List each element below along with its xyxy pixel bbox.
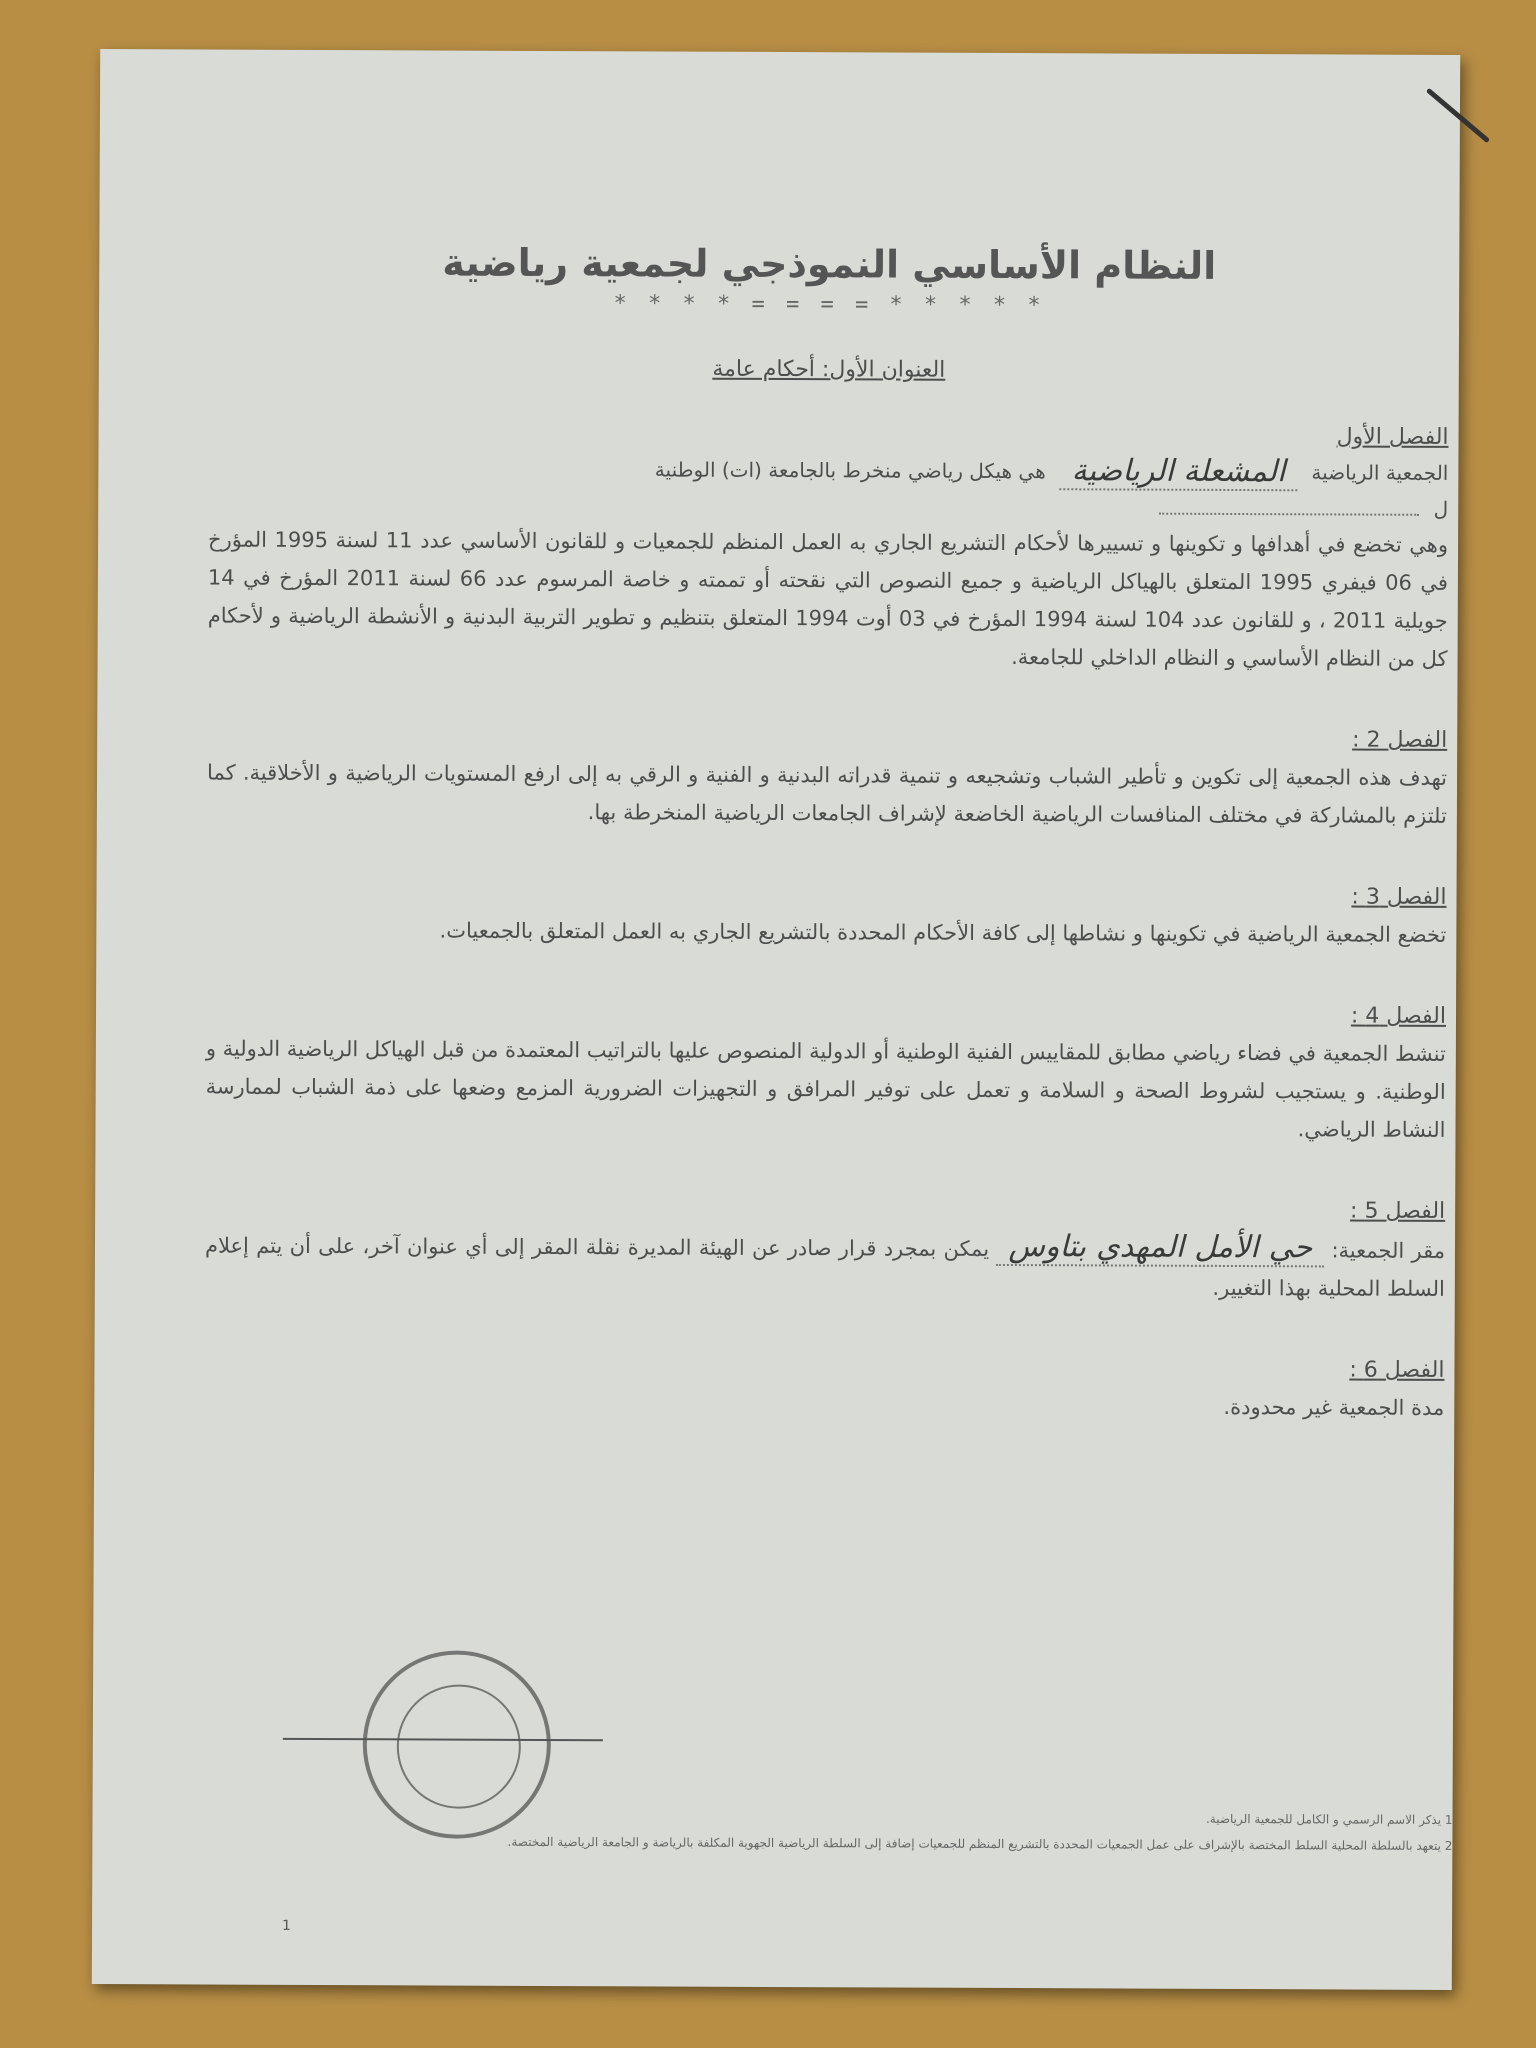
stamp-inner-circle — [397, 1684, 522, 1809]
chapter-2-heading: الفصل 2 : — [1352, 727, 1448, 753]
section-subtitle: العنوان الأول: أحكام عامة — [712, 356, 946, 383]
chapter-1-first-line — [208, 451, 1448, 492]
title-separator: * * * * * = = = = * * * * — [613, 291, 1045, 319]
footnote-2: 2 يتعهد بالسلطة المحلية السلط المختصة بالإشراف على عمل الجمعيات المحددة بالتشريع المنظم للجمعيات إضافة إلى السلطة الرياضية الجهوية المكلفة بالرياضة و الجامعة الرياضية المختصة. — [507, 1834, 1453, 1853]
chapter-3-heading: الفصل 3 : — [1351, 884, 1447, 910]
chapter-6-heading: الفصل 6 : — [1349, 1357, 1445, 1383]
handwritten-address: حي الأمل المهدي بتاوس — [996, 1229, 1324, 1267]
chapter-3-body: تخضع الجمعية الرياضية في تكوينها و نشاطها إلى كافة الأحكام المحددة بالتشريع الجاري به العمل المتعلق بالجمعيات. — [439, 918, 1447, 947]
chapter-1-second-line — [208, 487, 1448, 526]
document-title: النظام الأساسي النموذجي لجمعية رياضية — [442, 240, 1217, 288]
chapter-4-body: تنشط الجمعية في فضاء رياضي مطابق للمقاييس الفنية الوطنية أو الدولية المنصوص عليها بالتراتيب المعتمدة من قبل الهياكل الرياضية الدولية و الوطنية. و يستجيب لشروط الصحة و السلامة و تعمل على توفير المرافق و التجهيزات الضرورية المزمع وضعها على ذمة الشباب لممارسة النشاط الرياضي. — [205, 1036, 1446, 1142]
blank-line — [1160, 491, 1420, 516]
footnotes — [302, 1802, 1452, 1859]
chapter-1-heading: الفصل الأول — [1336, 424, 1449, 450]
chapter-1-line2-prefix: ل — [1433, 496, 1449, 521]
chapter-6-body: مدة الجمعية غير محدودة. — [1223, 1394, 1445, 1420]
chapter-1-body: وهي تخضع في أهدافها و تكوينها و تسييرها لأحكام التشريع الجاري به العمل المنظم للجمعيات و للقانون الأساسي عدد 11 لسنة 1995 المؤرخ في 06 فيفري 1995 المتعلق بالهياكل الرياضية و جميع النصوص التي نقحته أو تممته و خاصة المرسوم عدد 66 لسنة 2011 المؤرخ في 14 جويلية 2011 ، و للقانون عدد 104 لسنة 1994 المؤرخ في 03 أوت 1994 المتعلق بتنظيم و تطوير التربية البدنية و الأنشطة الرياضية و لأحكام كل من النظام الأساسي و النظام الداخلي للجامعة. — [207, 527, 1449, 671]
chapter-2-body: تهدف هذه الجمعية إلى تكوين و تأطير الشباب وتشجيعه و تنمية قدراته البدنية و الفنية و الرقي به إلى ارفع المستويات الرياضية و الأخلاقية. كما تلتزم بالمشاركة في مختلف المنافسات الرياضية الخاضعة لإشراف الجامعات الرياضية المنخرطة بها. — [207, 760, 1448, 828]
pen-mark — [1426, 88, 1490, 144]
chapter-5-body — [205, 1225, 1445, 1308]
chapter-5-body-end: يمكن بمجرد قرار صادر عن الهيئة المديرة نقلة المقر إلى أي عنوان آخر، على أن يتم إعلام السلط المحلية بهذا التغيير. — [204, 1233, 1445, 1301]
chapter-1-line-start: الجمعية الرياضية — [1311, 460, 1449, 485]
chapter-5-body-start: مقر الجمعية: — [1331, 1238, 1446, 1263]
footnote-1: 1 يذكر الاسم الرسمي و الكامل للجمعية الرياضية. — [1205, 1811, 1453, 1827]
chapter-5-heading: الفصل 5 : — [1350, 1198, 1446, 1224]
page-number: 1 — [282, 1917, 291, 1934]
document-page — [92, 49, 1460, 1990]
document-body — [204, 190, 1449, 1427]
chapter-1-line-end: هي هيكل رياضي منخرط بالجامعة (ات) الوطنية — [654, 457, 1046, 484]
handwritten-association-name: المشعلة الرياضية — [1060, 454, 1298, 491]
chapter-4-heading: الفصل 4 : — [1350, 1003, 1447, 1029]
